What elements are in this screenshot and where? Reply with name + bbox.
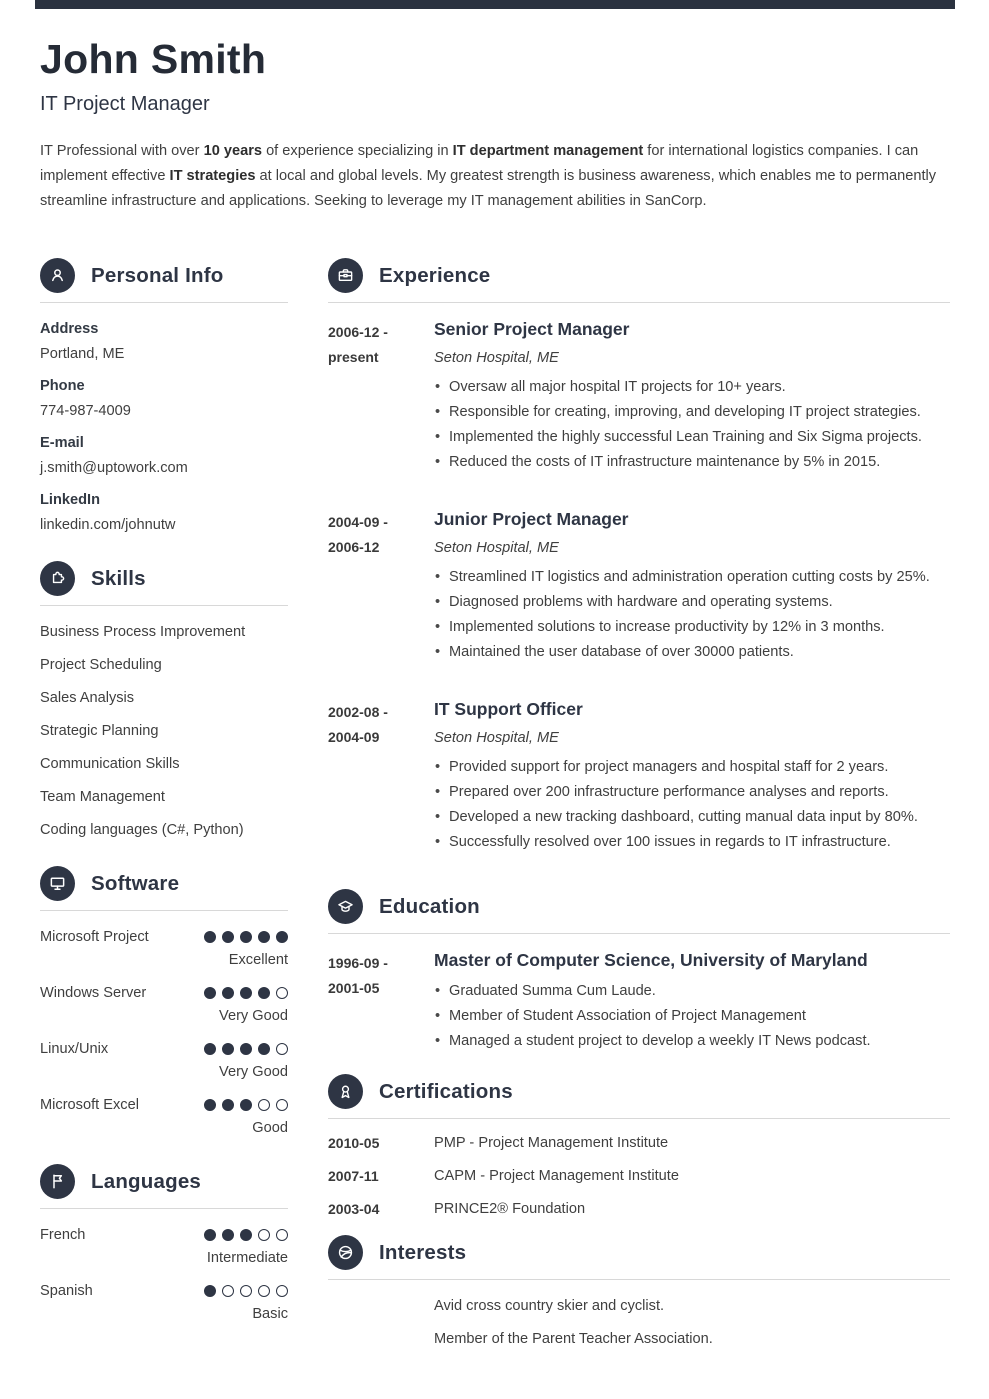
rating-dot (240, 931, 252, 943)
rating-dots (204, 1229, 288, 1241)
certification-name: PRINCE2® Foundation (434, 1201, 586, 1217)
rating-dot (258, 1099, 270, 1111)
languages-title: Languages (91, 1169, 202, 1193)
personal-info-field (40, 376, 288, 421)
entry-dates (328, 317, 434, 475)
rating-dot (240, 1099, 252, 1111)
rating-dot (258, 987, 270, 999)
rated-skill-top (40, 1095, 288, 1115)
interest-item: Avid cross country skier and cyclist. (434, 1298, 665, 1314)
rating-dots (204, 1099, 288, 1111)
entry-title: Senior Project Manager (434, 319, 630, 339)
experience-header (328, 258, 950, 303)
rated-skill-name: Linux/Unix (40, 1041, 109, 1057)
bullet-item: • Provided support for project managers and hospital staff for 2 years. (434, 755, 950, 780)
entry-body (434, 948, 950, 1054)
summary-segment: IT department management (452, 143, 644, 159)
rating-dot (222, 1229, 234, 1241)
summary-segment: at local and global levels. My greatest strength is business awareness, which enables me to permanently streamline infrastructure and applications. Seeking to leverage my IT management abilities in SanCorp. (40, 168, 937, 209)
field-label: LinkedIn (40, 492, 100, 508)
experience-title: Experience (379, 263, 491, 287)
rated-skill-name: Spanish (40, 1283, 93, 1299)
software-header (40, 866, 288, 911)
company-name: Seton Hospital, ME (434, 540, 559, 556)
education-title: Education (379, 894, 480, 918)
certifications-title: Certifications (379, 1079, 513, 1103)
skills-list (40, 622, 288, 840)
experience-entry (328, 507, 950, 665)
rating-dot (276, 1043, 288, 1055)
rating-dot (276, 1229, 288, 1241)
section-personal-info (40, 258, 288, 535)
rating-label: Intermediate (206, 1250, 288, 1266)
candidate-job-title: IT Project Manager (40, 93, 210, 115)
basketball-icon (328, 1235, 363, 1270)
skill-item: Sales Analysis (40, 690, 135, 706)
certification-date: 2007-11 (328, 1168, 379, 1184)
rated-skill-row (40, 927, 288, 970)
candidate-name: John Smith (40, 36, 267, 82)
bullet-item: • Managed a student project to develop a weekly IT News podcast. (434, 1029, 950, 1054)
experience-entry (328, 697, 950, 855)
rating-label: Very Good (219, 1064, 288, 1080)
rating-dots (204, 931, 288, 943)
rating-dot (276, 987, 288, 999)
rating-dot (240, 1285, 252, 1297)
field-value: 774-987-4009 (40, 403, 131, 419)
bullet-list (434, 375, 950, 475)
experience-entry (328, 317, 950, 475)
certifications-header (328, 1074, 950, 1119)
personal-info-fields (40, 319, 288, 535)
entry-dates (328, 697, 434, 855)
rating-dots (204, 987, 288, 999)
skill-item: Strategic Planning (40, 723, 159, 739)
rated-skill-top (40, 1039, 288, 1059)
section-certifications (328, 1074, 950, 1219)
field-value: j.smith@uptowork.com (40, 460, 188, 476)
summary-segment: of experience specializing in (262, 143, 453, 159)
bullet-list (434, 979, 950, 1054)
bullet-item: • Developed a new tracking dashboard, cutting manual data input by 80%. (434, 805, 950, 830)
rating-dot (222, 987, 234, 999)
puzzle-icon (40, 561, 75, 596)
top-accent-bar (35, 0, 955, 9)
languages-header (40, 1164, 288, 1209)
entry-title: Master of Computer Science, University of Maryland (434, 950, 868, 970)
rating-dots (204, 1043, 288, 1055)
date-from: 2004-09 - (328, 514, 388, 530)
rating-dot (258, 1043, 270, 1055)
language-rows (40, 1225, 288, 1324)
field-label: Address (40, 321, 99, 337)
rating-dot (222, 1099, 234, 1111)
right-column (328, 258, 950, 1360)
date-from: 2006-12 - (328, 324, 388, 340)
rating-dot (258, 931, 270, 943)
rating-dot (204, 1229, 216, 1241)
interests-title: Interests (379, 1240, 467, 1264)
rating-dots (204, 1285, 288, 1297)
rating-dot (276, 1099, 288, 1111)
interest-rows (328, 1294, 950, 1352)
rating-dot (204, 987, 216, 999)
rated-skill-row (40, 1225, 288, 1268)
date-from: 2002-08 - (328, 704, 388, 720)
field-value: linkedin.com/johnutw (40, 517, 176, 533)
section-languages (40, 1164, 288, 1324)
certification-date: 2003-04 (328, 1201, 380, 1217)
graduation-cap-icon (328, 889, 363, 924)
company-name: Seton Hospital, ME (434, 730, 559, 746)
bullet-item: • Responsible for creating, improving, and developing IT project strategies. (434, 400, 950, 425)
interest-item: Member of the Parent Teacher Association. (434, 1331, 713, 1347)
rating-dot (258, 1285, 270, 1297)
summary-segment: for international logistics companies. I can implement effective (40, 143, 919, 184)
rated-skill-top (40, 1225, 288, 1245)
rated-skill-top (40, 983, 288, 1003)
rating-dot (240, 1043, 252, 1055)
date-to: 2004-09 (328, 729, 380, 745)
bullet-item: • Diagnosed problems with hardware and operating systems. (434, 590, 950, 615)
resume-header (0, 0, 989, 214)
entry-body (434, 697, 950, 855)
rating-label: Good (252, 1120, 288, 1136)
certification-name: PMP - Project Management Institute (434, 1135, 669, 1151)
software-rows (40, 927, 288, 1138)
skill-item: Team Management (40, 789, 165, 805)
section-interests (328, 1235, 950, 1352)
bullet-item: • Prepared over 200 infrastructure performance analyses and reports. (434, 780, 950, 805)
bullet-item: • Graduated Summa Cum Laude. (434, 979, 950, 1004)
entry-dates (328, 948, 434, 1054)
section-education (328, 889, 950, 1054)
date-to: present (328, 349, 379, 365)
rating-dot (276, 931, 288, 943)
summary-paragraph (40, 139, 950, 214)
rated-skill-row (40, 1095, 288, 1138)
rating-label: Basic (252, 1306, 288, 1322)
rated-skill-name: Microsoft Project (40, 929, 149, 945)
software-title: Software (91, 871, 180, 895)
skills-title: Skills (91, 566, 146, 590)
rating-label: Excellent (228, 952, 288, 968)
skill-item: Project Scheduling (40, 657, 162, 673)
date-from: 1996-09 - (328, 955, 388, 971)
bullet-list (434, 755, 950, 855)
certification-date: 2010-05 (328, 1135, 380, 1151)
summary-segment: 10 years (203, 143, 263, 159)
skill-item: Communication Skills (40, 756, 180, 772)
flag-icon (40, 1164, 75, 1199)
rated-skill-top (40, 1281, 288, 1301)
certification-row (328, 1133, 950, 1153)
rating-dot (258, 1229, 270, 1241)
rated-skill-row (40, 1039, 288, 1082)
rating-dot (222, 1285, 234, 1297)
bullet-item: • Implemented the highly successful Lean Training and Six Sigma projects. (434, 425, 950, 450)
award-ribbon-icon (328, 1074, 363, 1109)
entry-title: IT Support Officer (434, 699, 583, 719)
certification-row (328, 1166, 950, 1186)
personal-info-field (40, 433, 288, 478)
interests-header (328, 1235, 950, 1280)
bullet-item: • Successfully resolved over 100 issues in regards to IT infrastructure. (434, 830, 950, 855)
education-entry (328, 948, 950, 1054)
rated-skill-row (40, 983, 288, 1026)
field-value: Portland, ME (40, 346, 125, 362)
bullet-list (434, 565, 950, 665)
personal-info-title: Personal Info (91, 263, 224, 287)
bullet-item: • Maintained the user database of over 30000 patients. (434, 640, 950, 665)
bullet-item: • Oversaw all major hospital IT projects for 10+ years. (434, 375, 950, 400)
bullet-item: • Streamlined IT logistics and administration operation cutting costs by 25%. (434, 565, 950, 590)
rating-dot (222, 931, 234, 943)
personal-info-field (40, 319, 288, 364)
certification-name: CAPM - Project Management Institute (434, 1168, 679, 1184)
rating-dot (204, 1285, 216, 1297)
section-experience (328, 258, 950, 855)
entry-title: Junior Project Manager (434, 509, 629, 529)
rated-skill-name: French (40, 1227, 86, 1243)
summary-segment: IT Professional with over (40, 143, 204, 159)
bullet-item: • Reduced the costs of IT infrastructure maintenance by 5% in 2015. (434, 450, 950, 475)
resume-body (0, 258, 989, 1360)
experience-entries (328, 317, 950, 855)
rated-skill-name: Microsoft Excel (40, 1097, 139, 1113)
person-icon (40, 258, 75, 293)
company-name: Seton Hospital, ME (434, 350, 559, 366)
section-skills (40, 561, 288, 840)
rating-dot (222, 1043, 234, 1055)
education-entries (328, 948, 950, 1054)
education-header (328, 889, 950, 934)
rated-skill-top (40, 927, 288, 947)
date-to: 2006-12 (328, 539, 380, 555)
field-label: Phone (40, 378, 85, 394)
entry-dates (328, 507, 434, 665)
rating-label: Very Good (219, 1008, 288, 1024)
skill-item: Coding languages (C#, Python) (40, 822, 244, 838)
entry-body (434, 507, 950, 665)
rating-dot (204, 1043, 216, 1055)
section-software (40, 866, 288, 1138)
rating-dot (240, 1229, 252, 1241)
entry-body (434, 317, 950, 475)
rating-dot (276, 1285, 288, 1297)
rating-dot (240, 987, 252, 999)
rating-dot (204, 931, 216, 943)
bullet-item: • Implemented solutions to increase productivity by 12% in 3 months. (434, 615, 950, 640)
personal-info-field (40, 490, 288, 535)
personal-info-header (40, 258, 288, 303)
certification-rows (328, 1133, 950, 1219)
left-column (40, 258, 288, 1360)
skill-item: Business Process Improvement (40, 624, 246, 640)
rated-skill-row (40, 1281, 288, 1324)
skills-header (40, 561, 288, 606)
rating-dot (204, 1099, 216, 1111)
certification-row (328, 1199, 950, 1219)
bullet-item: • Member of Student Association of Project Management (434, 1004, 950, 1029)
monitor-icon (40, 866, 75, 901)
date-to: 2001-05 (328, 980, 380, 996)
field-label: E-mail (40, 435, 84, 451)
briefcase-icon (328, 258, 363, 293)
summary-segment: IT strategies (169, 168, 256, 184)
rated-skill-name: Windows Server (40, 985, 147, 1001)
